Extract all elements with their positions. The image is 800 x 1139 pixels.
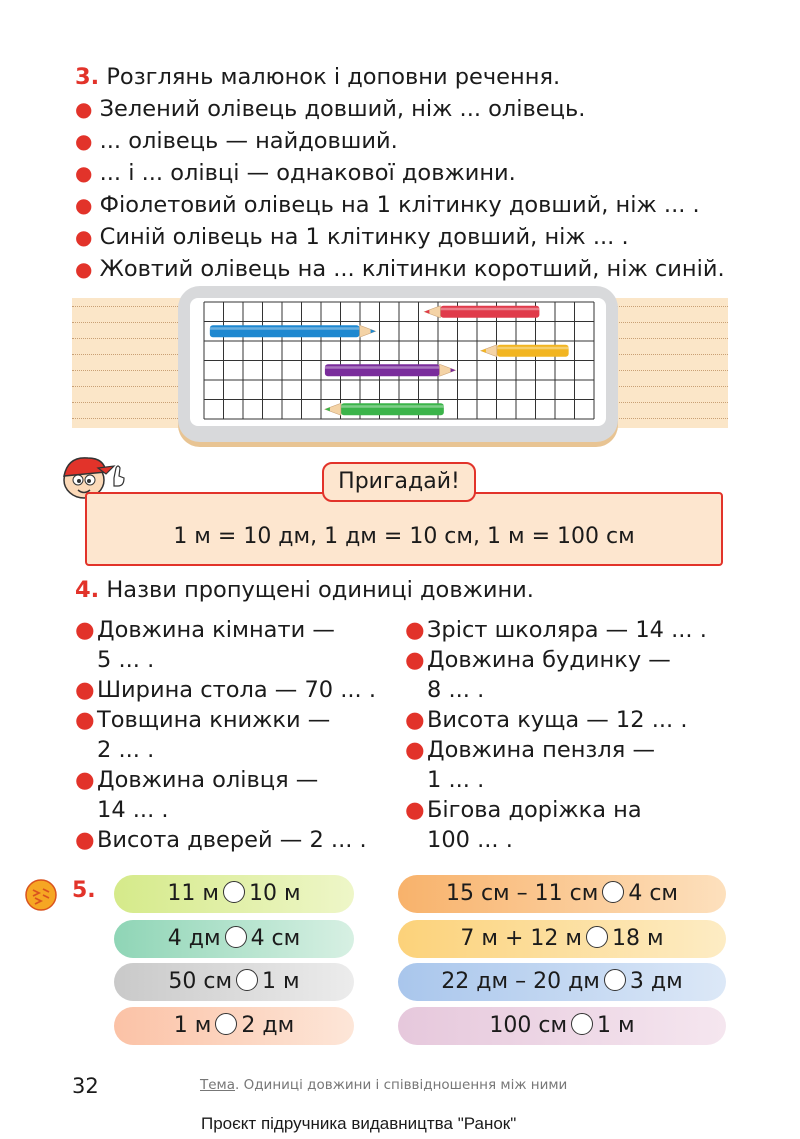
task4-item-text: Бігова доріжка на xyxy=(427,797,642,823)
topic-line xyxy=(200,1077,567,1093)
compare-right-value: 10 м xyxy=(249,881,301,906)
task4-item xyxy=(405,795,707,855)
ruled-strip-right xyxy=(604,298,728,428)
bullet-icon: ● xyxy=(75,97,93,121)
compare-left-value: 7 м + 12 м xyxy=(460,926,582,951)
bullet-icon: ● xyxy=(75,193,93,217)
blue-pencil xyxy=(210,325,376,337)
task4-title: Назви пропущені одиниці довжини. xyxy=(106,577,534,603)
task4-right-column xyxy=(405,615,707,855)
compare-circle[interactable] xyxy=(602,881,624,903)
ruled-strip-left xyxy=(72,298,192,428)
bullet-icon: ● xyxy=(75,827,95,853)
task3-bullet-text: Синій олівець на 1 клітинку довший, ніж ... . xyxy=(99,224,629,250)
compare-pill xyxy=(398,1007,726,1045)
compare-circle[interactable] xyxy=(571,1013,593,1035)
task4-number: 4. xyxy=(75,577,100,603)
task4-item-text: 1 ... . xyxy=(427,767,485,793)
remember-box xyxy=(85,492,723,566)
task4-item xyxy=(75,675,376,705)
compare-right-value: 18 м xyxy=(612,926,664,951)
compare-pill xyxy=(114,963,354,1001)
task4-item xyxy=(75,615,376,675)
bullet-icon: ● xyxy=(75,767,95,793)
task4-item-text: Висота куща — 12 ... . xyxy=(427,707,688,733)
bullet-icon: ● xyxy=(405,797,425,823)
bullet-icon: ● xyxy=(75,617,95,643)
compare-pill xyxy=(398,963,726,1001)
publisher-credit: Проєкт підручника видавництва "Ранок" xyxy=(201,1114,517,1133)
task4-item-text: Довжина пензля — xyxy=(427,737,655,763)
task3-title: Розглянь малюнок і доповни речення. xyxy=(106,64,561,90)
task4-item-text: Висота дверей — 2 ... . xyxy=(97,827,367,853)
task3-bullet xyxy=(75,158,516,188)
task4-item xyxy=(405,615,707,645)
compare-right-value: 4 см xyxy=(628,881,679,906)
task4-item-text: Довжина будинку — xyxy=(427,647,671,673)
task3-number: 3. xyxy=(75,64,100,90)
green-pencil xyxy=(325,403,444,415)
bullet-icon: ● xyxy=(75,129,93,153)
task3-bullet xyxy=(75,254,725,284)
smart-task-icon xyxy=(24,878,58,912)
pencil-grid xyxy=(190,298,606,426)
task3-bullet xyxy=(75,94,585,124)
bullet-icon: ● xyxy=(405,647,425,673)
compare-left-value: 1 м xyxy=(173,1013,212,1038)
task4-item xyxy=(405,735,707,795)
task4-item xyxy=(405,645,707,705)
compare-left-value: 100 см xyxy=(489,1013,568,1038)
task3-bullet-text: Зелений олівець довший, ніж ... олівець. xyxy=(99,96,586,122)
bullet-icon: ● xyxy=(75,257,93,281)
compare-pill xyxy=(114,875,354,913)
compare-left-value: 50 см xyxy=(168,969,233,994)
task4-item-text: 100 ... . xyxy=(427,827,513,853)
task4-item-text: Зріст школяра — 14 ... . xyxy=(427,617,707,643)
compare-left-value: 15 см – 11 см xyxy=(445,881,599,906)
task3-bullet xyxy=(75,190,700,220)
task3-bullet-text: ... олівець — найдовший. xyxy=(99,128,398,154)
task3-bullet-text: ... і ... олівці — однакової довжини. xyxy=(99,160,516,186)
task4-left-column xyxy=(75,615,376,855)
task4-item-text: Довжина олівця — xyxy=(97,767,319,793)
compare-right-value: 1 м xyxy=(597,1013,635,1038)
task4-heading xyxy=(75,575,534,605)
compare-left-value: 22 дм – 20 дм xyxy=(441,969,600,994)
compare-circle[interactable] xyxy=(604,969,626,991)
pencil-grid-tablet xyxy=(178,286,618,442)
task4-item-text: Товщина книжки — xyxy=(97,707,331,733)
purple-pencil xyxy=(325,364,456,376)
compare-pill xyxy=(114,920,354,958)
compare-circle[interactable] xyxy=(225,926,247,948)
bullet-icon: ● xyxy=(75,677,95,703)
task3-bullet-text: Фіолетовий олівець на 1 клітинку довший, ніж ... . xyxy=(99,192,700,218)
page-number: 32 xyxy=(72,1074,99,1098)
red-pencil xyxy=(424,306,539,318)
compare-circle[interactable] xyxy=(236,969,258,991)
yellow-pencil xyxy=(481,345,569,357)
task4-item-text: 8 ... . xyxy=(427,677,485,703)
topic-text: . Одиниці довжини і співвідношення між ними xyxy=(235,1077,568,1093)
bullet-icon: ● xyxy=(75,161,93,185)
topic-label: Тема xyxy=(200,1077,236,1093)
task4-item xyxy=(75,765,376,825)
task3-bullet-text: Жовтий олівець на ... клітинки коротший, ніж синій. xyxy=(99,256,725,282)
task4-item xyxy=(75,705,376,765)
compare-pill xyxy=(398,920,726,958)
compare-left-value: 4 дм xyxy=(167,926,221,951)
task4-item-text: 5 ... . xyxy=(97,647,155,673)
compare-circle[interactable] xyxy=(215,1013,237,1035)
bullet-icon: ● xyxy=(405,617,425,643)
compare-right-value: 2 дм xyxy=(241,1013,295,1038)
compare-left-value: 11 м xyxy=(167,881,219,906)
compare-pill xyxy=(398,875,726,913)
compare-pill xyxy=(114,1007,354,1045)
compare-circle[interactable] xyxy=(586,926,608,948)
task4-item xyxy=(75,825,376,855)
compare-right-value: 1 м xyxy=(262,969,300,994)
task5-number: 5. xyxy=(72,878,96,903)
task4-item-text: Ширина стола — 70 ... . xyxy=(97,677,376,703)
pencil-grid-frame xyxy=(190,298,606,426)
bullet-icon: ● xyxy=(75,707,95,733)
bullet-icon: ● xyxy=(75,225,93,249)
bullet-icon: ● xyxy=(405,737,425,763)
task4-item-text: 14 ... . xyxy=(97,797,169,823)
compare-right-value: 3 дм xyxy=(629,969,683,994)
compare-right-value: 4 см xyxy=(250,926,301,951)
remember-label: Пригадай! xyxy=(322,462,476,502)
bullet-icon: ● xyxy=(405,707,425,733)
task3-heading xyxy=(75,62,560,92)
task4-item-text: 2 ... . xyxy=(97,737,155,763)
unit-conversion-fact: 1 м = 10 дм, 1 дм = 10 см, 1 м = 100 см xyxy=(173,524,635,549)
task3-bullet xyxy=(75,126,398,156)
task4-item xyxy=(405,705,707,735)
task3-bullet xyxy=(75,222,629,252)
task4-item-text: Довжина кімнати — xyxy=(97,617,335,643)
compare-circle[interactable] xyxy=(223,881,245,903)
